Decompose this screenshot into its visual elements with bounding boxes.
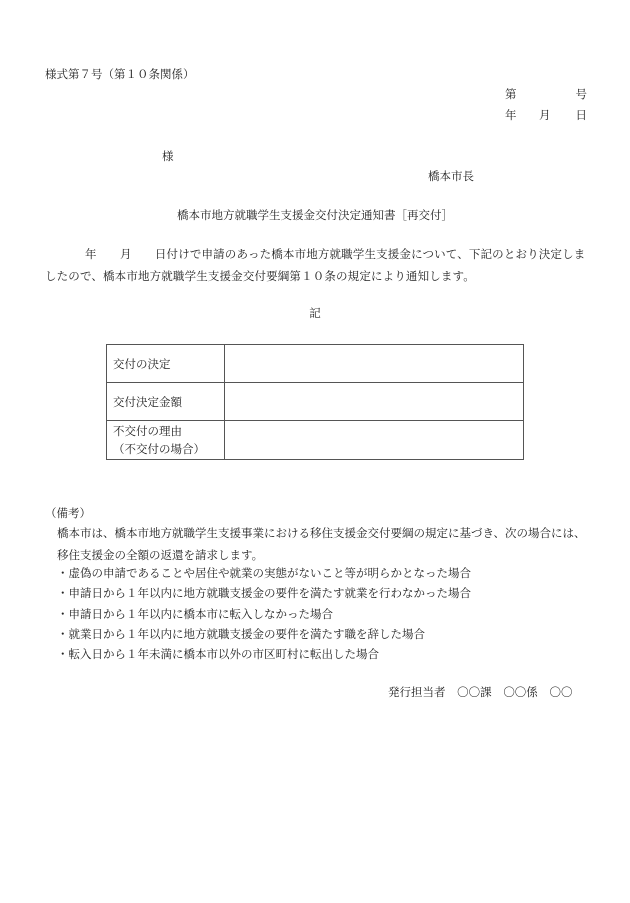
reason-value: [225, 421, 524, 460]
notes-heading: （備考）: [45, 506, 91, 520]
addressee-suffix: 様: [162, 149, 174, 163]
ki-heading: 記: [309, 306, 321, 320]
notes-paragraph: 橋本市は、橋本市地方就職学生支援事業における移住支援金交付要綱の規定に基づき、次の場合には、移住支援金の全額の返還を請求します。: [57, 526, 586, 562]
number-prefix: 第: [505, 87, 517, 101]
sender: 橋本市長: [428, 169, 474, 183]
issuer-line: [388, 684, 580, 700]
list-item: ・申請日から１年以内に地方就職支援金の要件を満たす就業を行わなかった場合: [57, 586, 471, 601]
number-suffix: 号: [575, 87, 587, 101]
list-item: ・転入日から１年未満に橋本市以外の市区町村に転出した場合: [57, 647, 379, 662]
date-year: 年: [505, 108, 517, 122]
issuer-label: 発行担当者: [388, 685, 446, 699]
table-row: [107, 383, 524, 421]
amount-value: [225, 383, 524, 421]
decision-label: 交付の決定: [107, 345, 225, 383]
reason-label-line2: （不交付の場合）: [113, 442, 205, 456]
notes-list: [57, 563, 471, 664]
reason-label: [107, 421, 225, 460]
issuer-person: 〇〇: [549, 685, 573, 699]
issuer-section: 〇〇係: [503, 685, 538, 699]
form-number: 様式第７号（第１０条関係）: [45, 67, 195, 81]
list-item: ・虚偽の申請であることや居住や就業の実態がないこと等が明らかとなった場合: [57, 566, 471, 580]
decision-value: [225, 345, 524, 383]
list-item: ・申請日から１年以内に橋本市に転入しなかった場合: [57, 606, 333, 621]
document-title: 橋本市地方就職学生支援金交付決定通知書［再交付］: [177, 208, 453, 222]
reason-label-line1: 不交付の理由: [113, 424, 182, 438]
amount-label: 交付決定金額: [107, 383, 225, 421]
list-item: ・就業日から１年以内に地方就職支援金の要件を満たす職を辞した場合: [57, 626, 425, 641]
body-text: 年 月 日付けで申請のあった橋本市地方就職学生支援金について、下記のとおり決定しましたので、橋本市地方就職学生支援金交付要綱第１０条の規定により通知します。: [45, 247, 586, 283]
decision-table: [106, 344, 524, 460]
table-row: [107, 345, 524, 383]
date-month: 月: [539, 108, 551, 122]
issuer-department: 〇〇課: [457, 685, 492, 699]
table-row: [107, 421, 524, 460]
date-day: 日: [575, 108, 587, 122]
